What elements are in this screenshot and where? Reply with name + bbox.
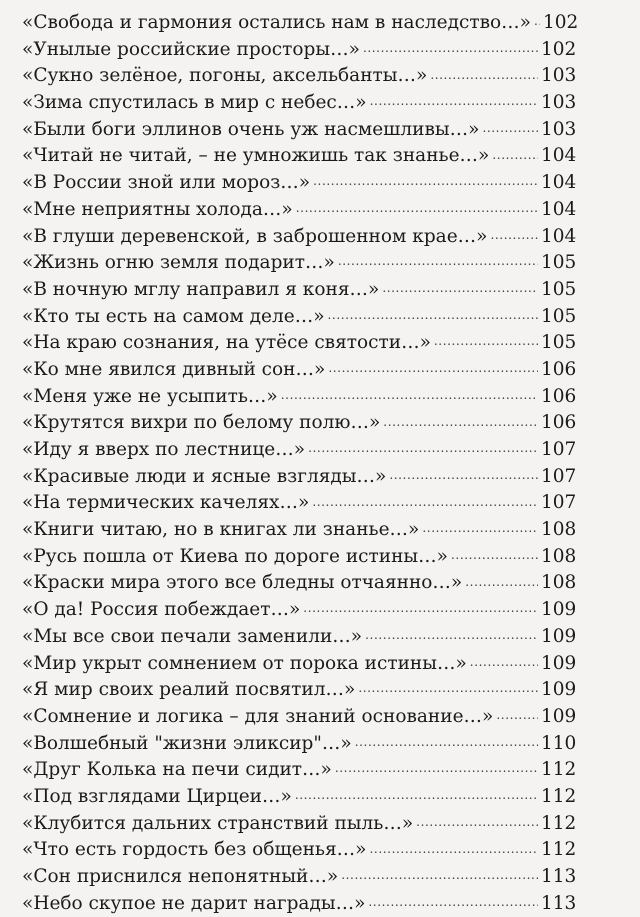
dot-leader (496, 701, 538, 729)
dot-leader (382, 274, 538, 302)
dot-leader (389, 461, 538, 489)
toc-entry (22, 10, 579, 37)
dot-leader (370, 87, 538, 115)
toc-entry (22, 437, 575, 464)
toc-entry-title: «Волшебный "жизни эликсир"…» (22, 732, 352, 754)
toc-entry-title: «Русь пошла от Киева по дороге истины…» (22, 545, 448, 567)
toc-entry-title: «Читай не читай, – не умножишь так знанье…» (22, 145, 490, 167)
toc-entry-title: «Сон приснился непонятный…» (22, 866, 339, 887)
toc-entry-page: 112 (541, 812, 577, 834)
toc-entry-title: «Были боги эллинов очень уж насмешливы…» (22, 118, 480, 140)
toc-entry-page: 103 (541, 118, 577, 140)
toc-entry-page: 105 (541, 305, 577, 327)
dot-leader (328, 301, 538, 329)
toc-entry-title: «Клубится дальних странствий пыль…» (22, 812, 414, 834)
toc-entry-title: «Ко мне явился дивный сон…» (22, 358, 326, 380)
toc-entry-page: 109 (541, 599, 577, 621)
dot-leader (451, 541, 538, 569)
toc-entry (22, 304, 575, 331)
toc-entry-page: 102 (543, 12, 579, 33)
toc-entry-page: 109 (541, 705, 577, 727)
table-of-contents (22, 10, 579, 917)
dot-leader (492, 141, 538, 169)
toc-entry (22, 544, 575, 571)
toc-entry-page: 112 (541, 759, 577, 781)
toc-entry-page: 110 (541, 732, 577, 754)
toc-entry-title: «Жизнь огню земля подарит…» (22, 252, 335, 274)
dot-leader (312, 488, 538, 516)
toc-entry-title: «Крутятся вихри по белому полю…» (22, 412, 381, 434)
toc-entry-page: 109 (541, 679, 577, 701)
toc-entry-title: «Кто ты есть на самом деле…» (22, 305, 325, 327)
toc-entry-page: 112 (541, 839, 577, 861)
toc-entry (22, 357, 575, 384)
toc-entry-title: «Сукно зелёное, погоны, аксельбанты…» (22, 65, 428, 87)
toc-entry (22, 250, 575, 277)
toc-entry (22, 624, 575, 651)
toc-entry-title: «В России зной или мороз…» (22, 172, 311, 194)
toc-entry-page: 103 (541, 92, 577, 114)
dot-leader (303, 594, 538, 622)
toc-entry-title: «Сомнение и логика – для знаний основание…» (22, 705, 494, 727)
dot-leader (490, 221, 538, 249)
toc-entry (22, 464, 575, 491)
toc-entry (22, 90, 575, 117)
toc-entry-page: 112 (541, 785, 577, 807)
toc-entry (22, 784, 575, 811)
toc-entry (22, 37, 575, 64)
toc-entry-title: «Унылые российские просторы…» (22, 38, 360, 60)
toc-entry (22, 570, 575, 597)
toc-entry (22, 384, 575, 411)
dot-leader (465, 568, 538, 596)
toc-entry-page: 113 (541, 892, 577, 914)
toc-entry-title: «В ночную мглу направил я коня…» (22, 278, 380, 300)
dot-leader (434, 327, 538, 355)
dot-leader (328, 354, 538, 382)
toc-entry (22, 651, 575, 678)
toc-entry-title: «Зима спустилась в мир с небес…» (22, 92, 367, 114)
dot-leader (341, 861, 538, 889)
toc-entry (22, 410, 575, 437)
toc-entry-page: 106 (541, 412, 577, 434)
dot-leader (534, 7, 540, 35)
dot-leader (416, 808, 538, 836)
toc-entry-page: 104 (541, 172, 577, 194)
toc-entry-page: 109 (541, 652, 577, 674)
toc-entry (22, 837, 575, 864)
toc-entry-title: «Свобода и гармония остались нам в наследство…» (22, 12, 531, 33)
dot-leader (363, 34, 538, 62)
toc-entry-page: 108 (541, 519, 577, 541)
toc-entry-page: 107 (541, 465, 577, 487)
dot-leader (482, 114, 538, 142)
dot-leader (308, 434, 538, 462)
toc-entry-title: «В глуши деревенской, в заброшенном крае…» (22, 225, 488, 247)
toc-entry-page: 104 (541, 198, 577, 220)
toc-entry-page: 104 (541, 225, 577, 247)
toc-entry (22, 490, 575, 517)
toc-entry-page: 107 (541, 492, 577, 514)
toc-entry-page: 106 (541, 385, 577, 407)
toc-entry-title: «Мне неприятны холода…» (22, 198, 293, 220)
toc-entry (22, 677, 575, 704)
toc-entry-title: «О да! Россия побеждает…» (22, 599, 301, 621)
toc-entry (22, 170, 575, 197)
dot-leader (338, 247, 538, 275)
dot-leader (296, 194, 538, 222)
toc-entry (22, 597, 575, 624)
dot-leader (281, 381, 538, 409)
toc-entry-title: «Иду я вверх по лестнице…» (22, 439, 306, 460)
toc-entry (22, 330, 575, 357)
toc-entry (22, 197, 575, 224)
toc-entry (22, 117, 575, 144)
toc-entry-title: «Меня уже не усыпить…» (22, 385, 278, 407)
toc-entry-page: 107 (541, 439, 577, 460)
dot-leader (365, 621, 538, 649)
toc-entry-title: «Под взглядами Цирцеи…» (22, 785, 292, 807)
toc-entry (22, 731, 575, 758)
toc-entry-page: 104 (541, 145, 577, 167)
toc-entry-title: «Краски мира этого все бледны отчаянно…» (22, 572, 463, 594)
toc-entry-page: 105 (541, 332, 577, 354)
dot-leader (422, 514, 538, 542)
dot-leader (355, 728, 538, 756)
toc-entry-title: «На термических качелях…» (22, 492, 310, 514)
toc-entry-title: «Мир укрыт сомнением от порока истины…» (22, 652, 467, 674)
toc-entry-page: 108 (541, 572, 577, 594)
toc-entry-page: 105 (541, 278, 577, 300)
toc-entry-title: «Я мир своих реалий посвятил…» (22, 679, 356, 701)
toc-entry-page: 108 (541, 545, 577, 567)
toc-entry (22, 143, 575, 170)
toc-entry-title: «Красивые люди и ясные взгляды…» (22, 465, 387, 487)
toc-entry (22, 757, 575, 784)
toc-entry-page: 103 (541, 65, 577, 87)
toc-entry-title: «Что есть гордость без общенья…» (22, 839, 367, 861)
toc-entry-title: «Друг Колька на печи сидит…» (22, 759, 332, 781)
toc-entry (22, 224, 575, 251)
dot-leader (295, 781, 538, 809)
toc-entry (22, 811, 575, 838)
toc-entry (22, 704, 575, 731)
dot-leader (470, 648, 538, 676)
toc-entry-page: 106 (541, 358, 577, 380)
dot-leader (358, 674, 538, 702)
dot-leader (313, 167, 538, 195)
toc-entry-page: 105 (541, 252, 577, 274)
dot-leader (335, 754, 538, 782)
toc-entry-title: «На краю сознания, на утёсе святости…» (22, 332, 431, 354)
toc-entry-page: 102 (541, 38, 577, 60)
dot-leader (383, 408, 538, 436)
toc-entry (22, 891, 575, 917)
toc-entry-title: «Книги читаю, но в книгах ли знанье…» (22, 519, 420, 541)
toc-entry (22, 63, 575, 90)
toc-entry (22, 277, 575, 304)
dot-leader (430, 61, 538, 89)
toc-entry-title: «Мы все свои печали заменили…» (22, 625, 363, 647)
toc-entry (22, 864, 575, 891)
dot-leader (370, 835, 539, 863)
toc-entry (22, 517, 575, 544)
toc-entry-title: «Небо скупое не дарит награды…» (22, 892, 366, 914)
dot-leader (368, 888, 538, 916)
toc-entry-page: 109 (541, 625, 577, 647)
toc-entry-page: 113 (541, 866, 577, 887)
